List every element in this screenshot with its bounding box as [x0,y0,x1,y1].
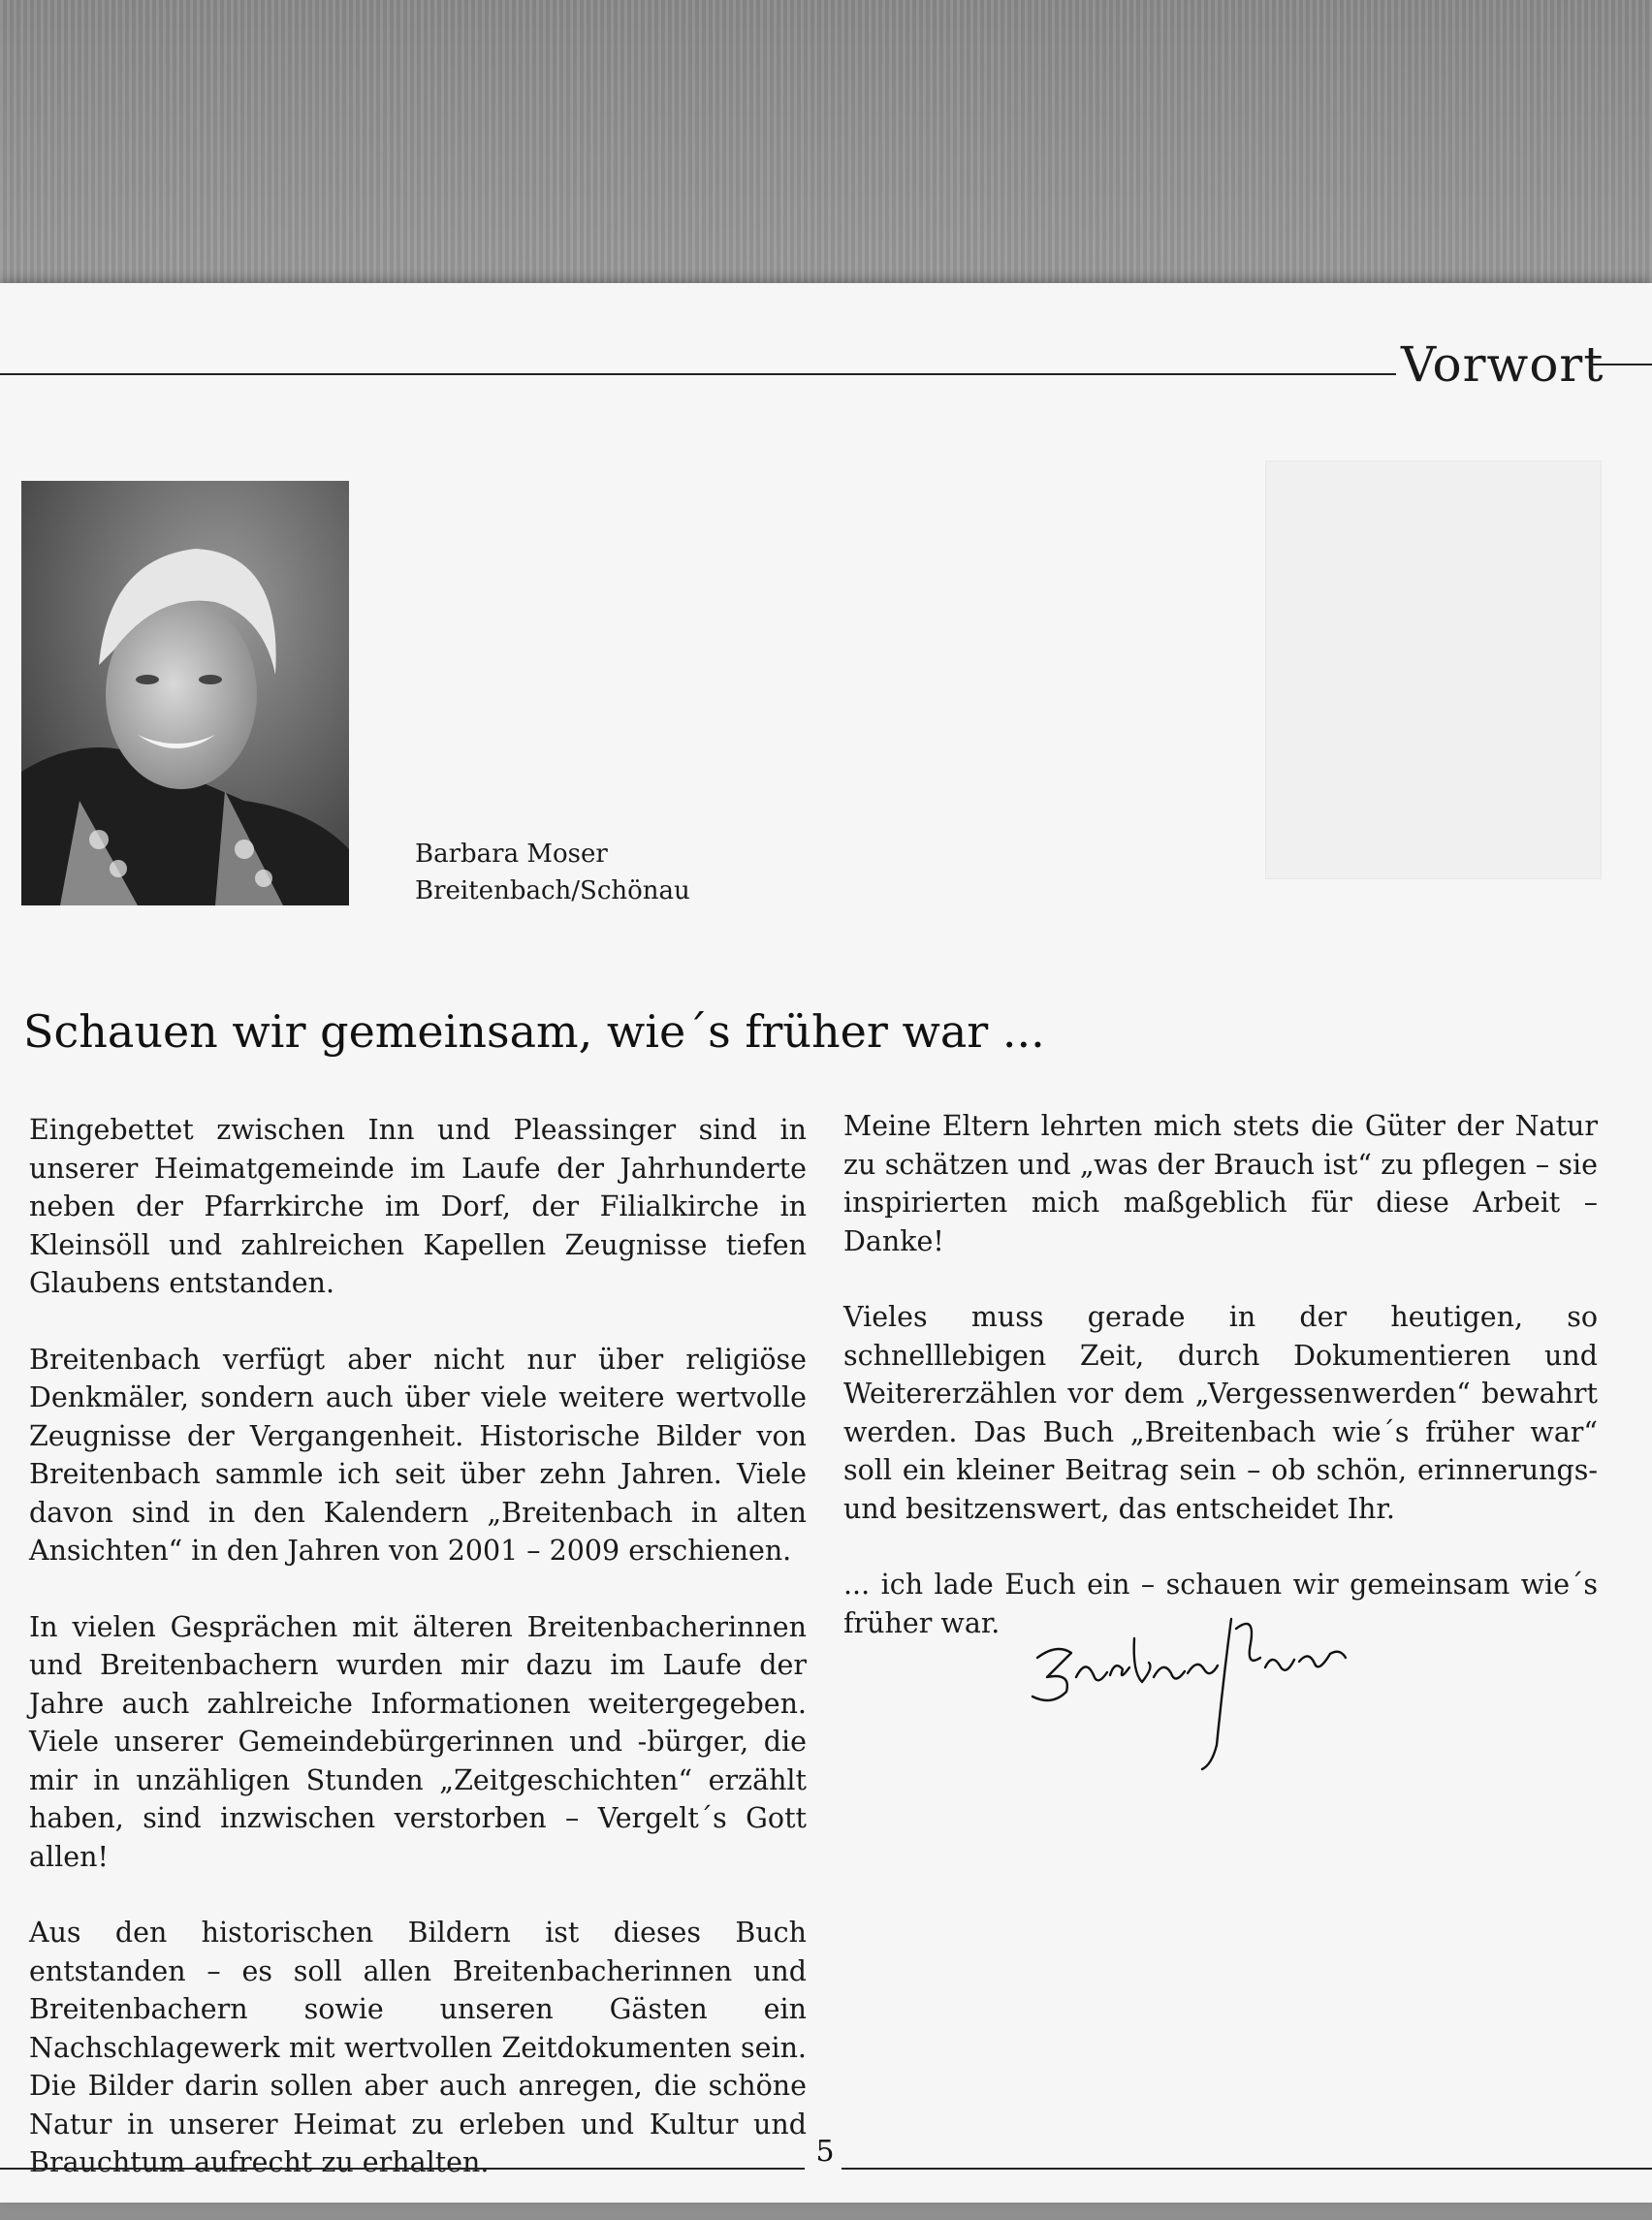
paragraph: Eingebettet zwischen Inn und Pleassinger sind in unserer Heimatgemeinde im Laufe der Jahrhunderte neben der Pfarrkirche im Dorf, der Filialkirche in Kleinsöll und zahlreichen Kapellen Zeugnisse tiefen Glaubens entstanden. [29,1114,807,1299]
article-heading: Schauen wir gemeinsam, wie´s früher war ... [23,1005,1045,1058]
show-through-shadow [1265,460,1602,879]
footer-rule-right [842,2168,1652,2170]
header-rule-left [0,373,1396,375]
paragraph: Aus den historischen Bildern ist dieses Buch entstanden – es soll allen Breitenbacherinnen und Breitenbachern sowie unseren Gästen ein Nachschlagewerk mit wertvollen Zeitdokumenten sein. Die Bilder darin sollen aber auch anregen, die schöne Natur in unserer Heimat zu erleben und Kultur und Brauchtum aufrecht zu erhalten. [29,1917,807,2178]
paragraph: Breitenbach verfügt aber nicht nur über religiöse Denkmäler, sondern auch über viele weitere wertvolle Zeugnisse der Vergangenheit. Historische Bilder von Breitenbach sammle ich seit über zehn Jahren. Viele davon sind in den Kalendern „Breitenbach in alten Ansichten“ in den Jahren von 2001 – 2009 erschienen. [29,1343,807,1567]
author-portrait [21,481,349,905]
paragraph: Meine Eltern lehrten mich stets die Güter der Natur zu schätzen und „was der Brauch ist“ zu pflegen – sie inspirierten mich maßgeblich für diese Arbeit – Danke! [843,1110,1598,1257]
paragraph: In vielen Gesprächen mit älteren Breitenbacherinnen und Breitenbachern wurden mir dazu im Laufe der Jahre auch zahlreiche Informationen weitergegeben. Viele unserer Gemeindebürgerinnen und -bürger, die mir in unzähligen Stunden „Zeitgeschichten“ erzählt haben, sind inzwischen verstorben – Vergelt´s Gott allen! [29,1610,807,1873]
paragraph: ... ich lade Euch ein – schauen wir gemeinsam wie´s früher war. [843,1569,1598,1639]
text-column-left [29,1111,807,2220]
author-caption [415,836,690,909]
paragraph: Vieles muss gerade in der heutigen, so schnelllebigen Zeit, durch Dokumentieren und Weitererzählen vor dem „Vergessenwerden“ bewahrt werden. Das Buch „Breitenbach wie´s früher war“ soll ein kleiner Beitrag sein – ob schön, erinnerungs- und besitzenswert, das entscheidet Ihr. [843,1301,1598,1525]
author-place: Breitenbach/Schönau [415,876,690,905]
text-column-right [843,1107,1598,1680]
section-title: Vorwort [1401,336,1604,393]
footer-rule-left [0,2168,805,2170]
author-name: Barbara Moser [415,840,608,869]
handwritten-signature [1018,1600,1367,1774]
header-rule-right [1590,364,1652,365]
background-surface [0,0,1652,291]
page-number: 5 [815,2135,835,2169]
